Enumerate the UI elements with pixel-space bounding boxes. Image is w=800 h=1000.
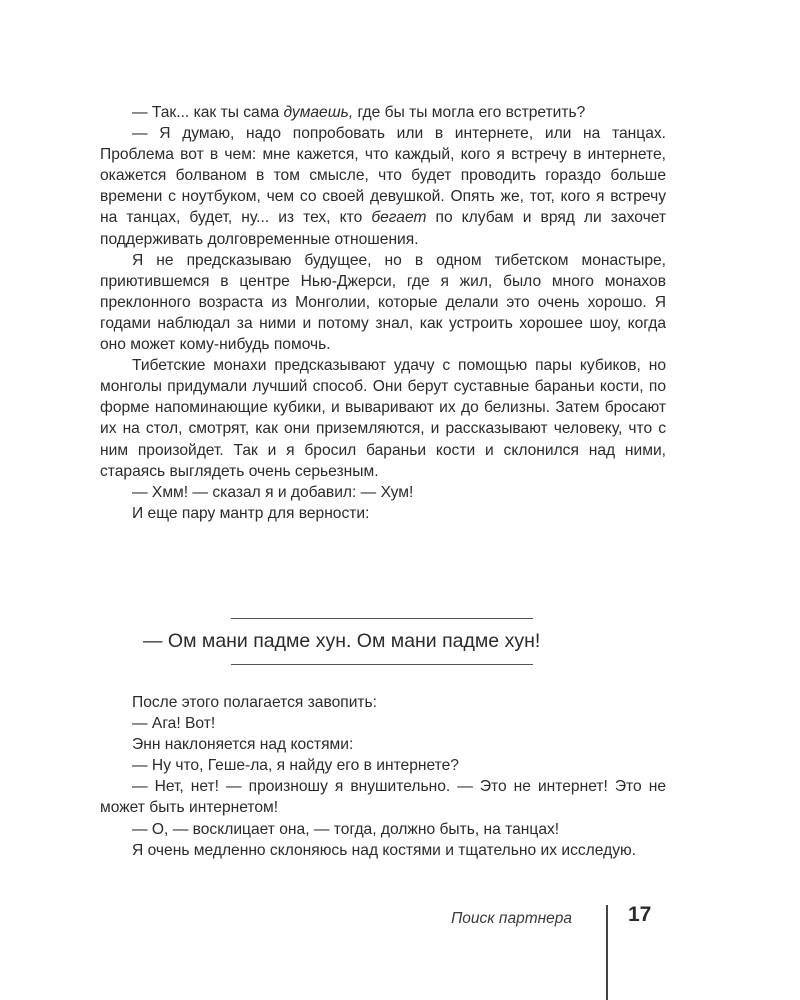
paragraph-9: Энн наклоняется над костями: [132, 736, 354, 754]
emphasis-text: думаешь, [283, 104, 354, 121]
second-text-block [100, 692, 666, 861]
paragraph-10: — Ну что, Геше-ла, я найду его в интернете? [132, 757, 459, 775]
text-span: где бы ты могла его встретить? [353, 104, 586, 121]
mantra-text: — Ом мани падме хун. Ом мани падме хун! [143, 630, 541, 652]
paragraph-6: И еще пару мантр для верности: [132, 504, 370, 522]
paragraph-5: — Хмм! — сказал я и добавил: — Хум! [132, 483, 414, 501]
paragraph-12: — О, — восклицает она, — тогда, должно быть, на танцах! [132, 820, 560, 838]
divider-rule-bottom [231, 664, 533, 665]
paragraph-11: — Нет, нет! — произношу я внушительно. — Это не интернет! Это не может быть интернетом! [100, 778, 666, 817]
paragraph-13: Я очень медленно склоняюсь над костями и тщательно их исследую. [132, 841, 637, 859]
text-span: — Я думаю, надо попробовать или в интернете, или на танцах. Проблема вот в чем: мне кажется, что каждый, кого я встречу в интернете, окажется болваном в том смысле, что будет проводить гораздо больше времени с ноутбуком, чем со своей девушкой. Опять же, тот, кого я встречу на танцах, будет, ну... из тех, кто [100, 125, 666, 227]
text-span: по клубам и вряд ли захочет поддерживать долговременные отношения. [100, 209, 666, 248]
paragraph-1 [100, 102, 666, 123]
main-text-block [100, 102, 666, 524]
divider-rule-top [231, 618, 533, 619]
emphasis-text: бегает [371, 209, 427, 227]
running-footer-title: Поиск партнера [451, 910, 572, 927]
text-span: — Так... как ты сама [132, 104, 284, 121]
paragraph-3: Я не предсказываю будущее, но в одном тибетском монастыре, приютившемся в центре Нью-Джерси, где я жил, было много монахов преклонного возраста из Монголии, которые делали это очень хорошо. Я годами наблюдал за ними и потому знал, как устроить хорошее шоу, когда оно может кому-нибудь помочь. [100, 251, 666, 354]
paragraph-8: — Ага! Вот! [132, 715, 216, 733]
paragraph-7: После этого полагается завопить: [132, 694, 377, 711]
page-number: 17 [628, 903, 652, 926]
paragraph-2 [100, 123, 666, 250]
paragraph-4: Тибетские монахи предсказывают удачу с помощью пары кубиков, но монголы придумали лучший способ. Они берут суставные бараньи кости, по форме напоминающие кубики, и вываривают их до белизны. Затем бросают их на стол, смотрят, как они приземляются, и рассказывают человеку, что с ним произойдет. Так и я бросил бараньи кости и склонился над ними, стараясь выглядеть очень серьезным. [100, 357, 666, 480]
footer-divider [606, 905, 608, 1000]
